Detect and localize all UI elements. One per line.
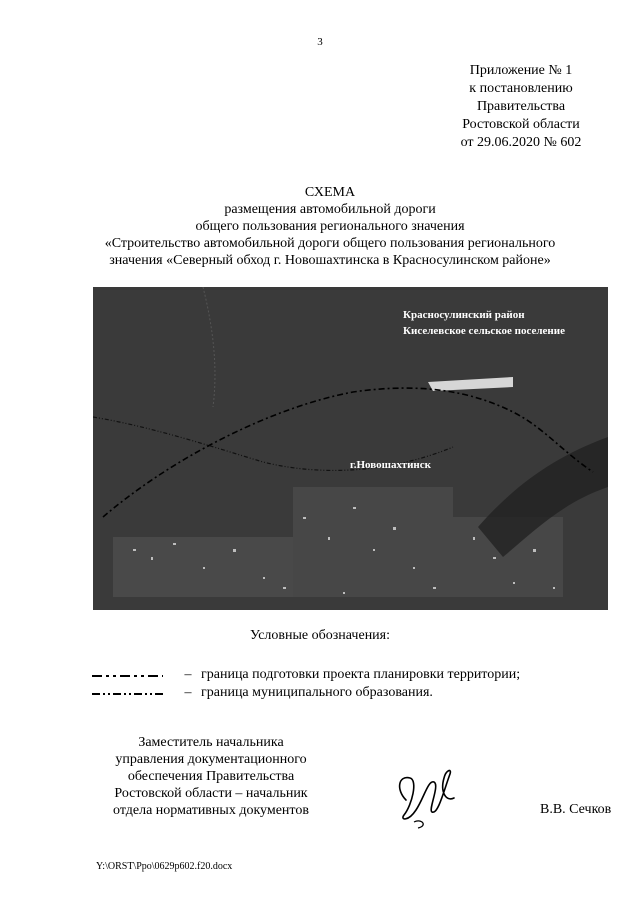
signer-title — [96, 734, 326, 819]
legend-title: Условные обозначения: — [249, 628, 391, 643]
handwritten-signature — [388, 760, 468, 830]
title-line: значения «Северный обход г. Новошахтинска в Красносулинском районе» — [109, 253, 551, 268]
title-line: СХЕМА — [304, 185, 356, 200]
appendix-line: от 29.06.2020 № 602 — [460, 135, 582, 150]
legend-item-planning-boundary — [90, 666, 520, 684]
legend-text: граница подготовки проекта планировки территории; — [201, 667, 521, 682]
appendix-line: Приложение № 1 — [469, 63, 573, 78]
title-line: «Строительство автомобильной дороги общего пользования регионального — [104, 236, 556, 251]
map-label-settlement: Киселевское сельское поселение — [403, 325, 565, 337]
legend-separator: – — [184, 667, 192, 682]
appendix-line: Ростовской области — [462, 117, 580, 132]
appendix-line: к постановлению — [469, 81, 573, 96]
signer-line: обеспечения Правительства — [127, 769, 295, 784]
planning-boundary-line-symbol — [90, 670, 165, 680]
appendix-line: Правительства — [476, 99, 566, 114]
satellite-map — [93, 287, 608, 610]
signer-line: Заместитель начальника — [138, 735, 284, 750]
signer-line: управления документационного — [115, 752, 307, 767]
signer-line: отдела нормативных документов — [113, 803, 309, 818]
title-line: размещения автомобильной дороги — [224, 202, 436, 217]
signer-name: В.В. Сечков — [540, 802, 612, 817]
file-path: Y:\ORST\Ppo\0629p602.f20.docx — [96, 861, 233, 872]
title-line: общего пользования регионального значения — [195, 219, 465, 234]
document-title — [60, 184, 600, 269]
appendix-block — [446, 62, 596, 152]
municipal-boundary-line-symbol — [90, 688, 165, 698]
legend-text: граница муниципального образования. — [201, 685, 433, 700]
map-label-district: Красносулинский район — [403, 309, 525, 321]
page-number: 3 — [317, 36, 323, 48]
map-label-city: г.Новошахтинск — [350, 459, 431, 471]
signer-line: Ростовской области – начальник — [114, 786, 308, 801]
legend-separator: – — [184, 685, 192, 700]
legend-item-municipal-boundary — [90, 684, 433, 702]
